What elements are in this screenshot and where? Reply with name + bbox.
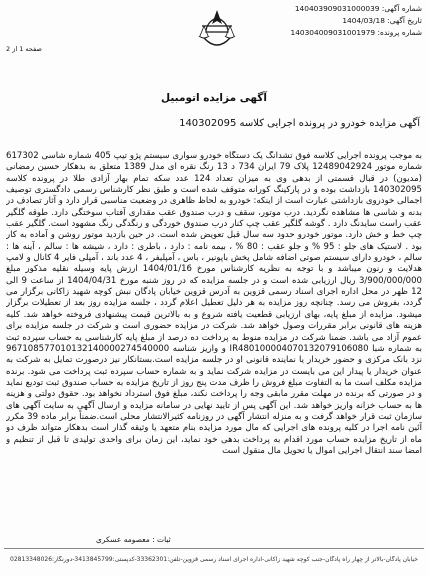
footer-address: خیابان پادگان-بالاتر از چهار راه پادگان-جنب کوچه شهید زاکانی-اداره اجرای اسناد رسمی قزوین-تلفن:33362301-کدپستی:3413845799-دورنگار:02813348026 [10,556,418,563]
footer-divider [4,548,424,549]
page-number: صفحه 1 از 2 [6,45,42,53]
case-number: شماره پرونده: 140304009031001979 [290,28,422,37]
notice-number: شماره آگهی: 140403909031000039 [294,4,422,13]
document-title: آگهی مزایده اتومبیل [161,92,267,104]
notice-subject: آگهی مزایده خودرو در پرونده اجرایی کلاسه 140302095 [179,118,420,129]
notice-date: تاریخ آگهی: 1404/03/18 [342,16,422,25]
notice-body: به موجب پرونده اجرایی کلاسه فوق تشدانگ یک دستگاه خودرو سواری سیستم پژو تیپ 405 شماره شاسی 617302 شماره موتور 12489042924 پلاک 79 ایران 734 د 13 رنگ نقره ای مدل 1389 متعلق به بدهکار حسین رمضانی (مدیون) در قبال قسمتی از بدهی وی به میزان تعداد 124 عدد سکه تمام بهار آزادی طلا در پرونده کلاسه 140302095 بازداشت بوده و در پارکینگ کورانه متوقف شده است و طبق نظر کارشناس رسمی دادگستری توصیف اجمالی خودروی بازداشتی عبارت است از اینکه: خودرو به لحاظ ظاهری در وضعیت مناسبی قرار دارد و آثار تصادف در بدنه و شاسی ها مشاهده نگردید. درب موتور، سقف و درب صندوق عقب مقداری آفتاب سوختگی دارد. طوقه گلگیر عقب راست سایدنگ دارد . گوشه گلگیر عقب چپ کنار درب صندوق خوردگی و رنگدگی رنگ مشهود است. گلگیر عقب چپ خط و خش دارد. موتور خودرو حدود سه سال قبل تعویض شده است. در حین بازدید موتور روشن و آماده به کار بود . لاستیک های جلو : 95 % و جلو عقب : 80 % ، بیمه نامه : دارد ، باطری : دارد ، شیشه ها : سالم ، آینه ها : سالم ، خودرو دارای سیستم صوتی اضافه شامل پخش باپونیر ، باس ، آمپلیفر ، 4 عدد باند ، آمپلی فایر 4 کانال و لامپ هدلایت و رنون میباشد و با توجه به نظریه کارشناس مورخ 1404/01/16 ارزش پایه وسیله نقلیه مذکور مبلغ 3/900/000/000 ریال ارزیابی شده است و در جلسه مزایده که در روز شنبه مورخ 1404/04/31 از ساعت 9 الی 12 ظهر در محل اداره اجرای اسناد رسمی قزوین به آدرس قزوین خیابان پادگان نبش کوچه شهید زاکانی برگزار می گردد، بفروش می رسد. چنانچه روز مزایده به هر دلیل تعطیل اعلام گردد ، جلسه مزایده روز بعد از تعطیلات برگزار میشود. مزایده از مبلغ پایه، بهای ارزیابی قطعیت یافته شروع و به بالاترین قیمت پیشنهادی فروخته خواهد شد. کلیه هزینه های قانونی برابر مقررات وصول خواهد شد. شرکت در مزایده حضوری است و شرکت در جلسه مزایده برای عموم آزاد می باشد. ضمنا شرکت در مزایده منوط به پرداخت ده درصد از مبلغ پایه کارشناسی به حساب سپرده ثبت به شماره شبا IR480100004070132079106080 و واریز شناسه 967108577010132140000274540000 نزد بانک مرکزی و حضور خریدار یا نماینده قانونی او در جلسه مزایده است.بستانکار نیز درصورت تمایل به شرکت به عنوان خریدار یا پیدار این می بایست در مزایده شرکت نماید و به شماره حساب سپرده ثبت پرداخت می شود. برنده مزایده مکلف است ما به التفاوت مبلغ فروش را ظرف مدت پنج روز از تاریخ مزایده به حساب صندوق ثبت تودیع نماید و در صورتی که برنده در مهلت مقرر مابقی وجه را پرداخت نکند، مبلغ فوق استرداد نخواهد بود. حقوق دولتی و هزینه ها به حساب خزانه واریز خواهد شد. این آگهی پس از تایید نهایی در سامانه مزایده و ارسال آگهی به سایت آگهی های سازمان ثبت قرار خواهد گرفت و به منزله انتشار آگهی در روزنامه کثیرالانتشار محلی است.ضمناً برابر ماده 39 مکرر آئین نامه اجرا در کلیه پرونده های اجرایی که مال مورد مزایده بنام متعهد یا وثیقه گذار است بدهکار متواند ظرف دو ماه از تاریخ مزایده حساب مورد اقدام به پرداخت بدهی خود نماید، این زمان برای واحدی تولیدی تا قبل از تنظیم و امضا سند انتقال اجرایی اموال یا تحویل مال منقول است [6,151,422,456]
notice-metadata [232,3,422,39]
signature: ثبات : معصومه عسکری [96,535,171,544]
judiciary-emblem-icon [190,6,244,52]
